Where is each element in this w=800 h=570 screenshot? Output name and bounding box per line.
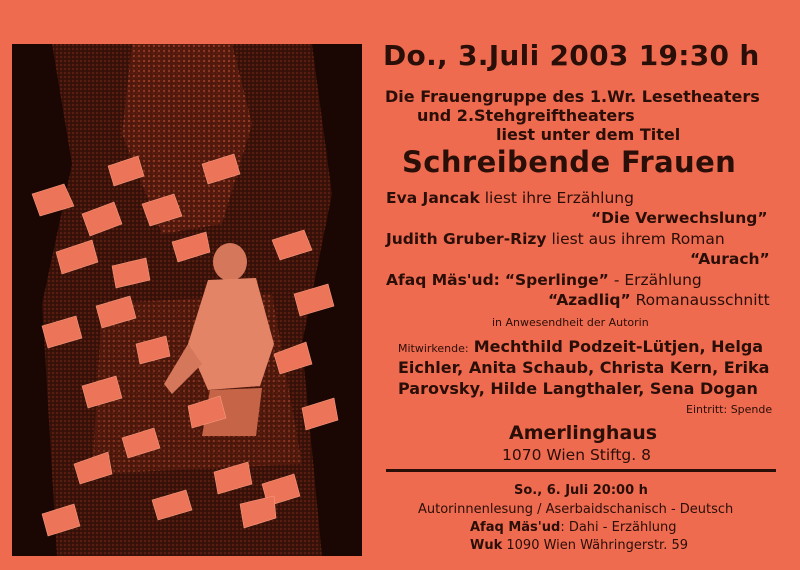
followup-date-time: So., 6. Juli 20:00 h [514,483,648,498]
followup-venue [470,539,688,552]
work-title: “Sperlinge” [504,271,609,289]
venue-address: 1070 Wien Stiftg. 8 [502,446,651,464]
illustration [12,44,362,556]
work-title: “Die Verwechslung” [591,209,768,227]
cast-names: Mechthild Podzeit-Lütjen, Helga [473,337,764,356]
cast-line-2: Eichler, Anita Schaub, Christa Kern, Erika [398,358,770,377]
followup-reading [470,521,677,534]
venue-address: 1090 Wien Währingerstr. 59 [506,538,689,553]
reading-description: - Erzählung [613,271,702,289]
reading-description: Romanausschnitt [635,291,770,309]
cast-line-1 [398,339,763,355]
reading-description: liest aus ihrem Roman [551,230,725,248]
venue-name: Amerlinghaus [509,422,658,444]
intro-line-2: und 2.Stehgreiftheaters [417,106,635,125]
event-date-time: Do., 3.Juli 2003 19:30 h [383,39,760,72]
author-name: Eva Jancak [386,189,480,207]
intro-line-3: liest unter dem Titel [496,125,681,144]
venue-name: Wuk [470,538,503,553]
author-name: Judith Gruber-Rizy [386,230,547,248]
reading-description: liest ihre Erzählung [484,189,634,207]
event-title: Schreibende Frauen [402,145,737,179]
reading-3-second-work [548,293,770,309]
admission-note: Eintritt: Spende [686,403,773,416]
work-title: “Aurach” [690,250,770,268]
reading-3 [386,273,702,289]
work-title: : Dahi - Erzählung [560,520,677,535]
intro-line-1: Die Frauengruppe des 1.Wr. Lesetheaters [385,87,760,106]
author-name: Afaq Mäs'ud: [386,271,500,289]
author-name: Afaq Mäs'ud [470,520,561,535]
work-title: “Azadliq” [548,291,631,309]
author-present-note: in Anwesendheit der Autorin [492,316,649,329]
cast-label: Mitwirkende: [398,342,469,355]
reading-2 [386,232,725,248]
divider [386,469,776,472]
followup-description: Autorinnenlesung / Aserbaidschanisch - Deutsch [418,502,734,517]
cast-line-3: Parovsky, Hilde Langthaler, Sena Dogan [398,379,758,398]
reading-1 [386,191,634,207]
